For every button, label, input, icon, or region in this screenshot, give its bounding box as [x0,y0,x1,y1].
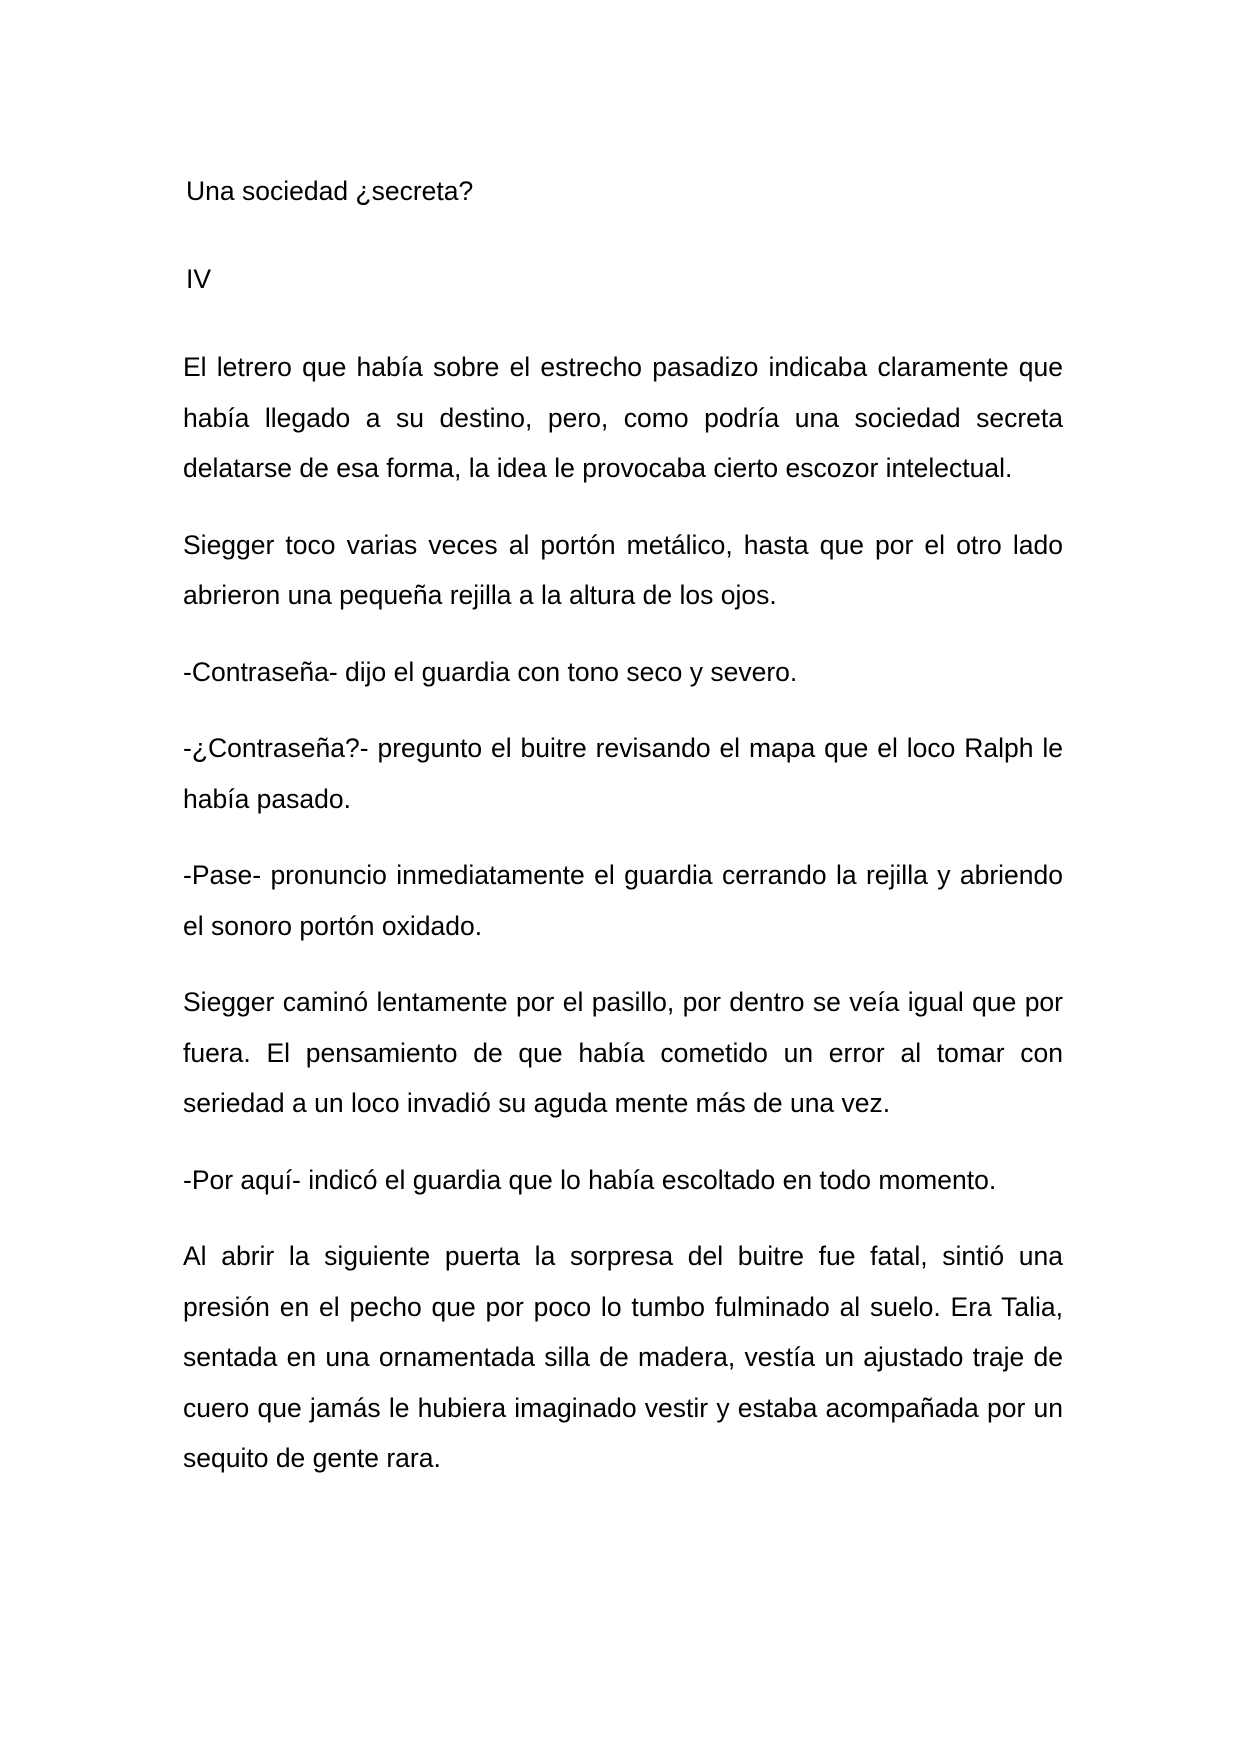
dialogue-paragraph: -Pase- pronuncio inmediatamente el guardia cerrando la rejilla y abriendo el sonoro portón oxidado. [183,860,1063,941]
paragraph: El letrero que había sobre el estrecho pasadizo indicaba claramente que había llegado a su destino, pero, como podría una sociedad secreta delatarse de esa forma, la idea le provocaba cierto escozor intelectual. [183,352,1063,483]
dialogue-paragraph: -¿Contraseña?- pregunto el buitre revisando el mapa que el loco Ralph le había pasado. [183,733,1063,814]
document-title: Una sociedad ¿secreta? [186,176,474,206]
dialogue-paragraph: -Por aquí- indicó el guardia que lo había escoltado en todo momento. [183,1164,997,1195]
chapter-number: IV [186,264,212,294]
text-column [183,166,1063,1510]
paragraph: Siegger toco varias veces al portón metálico, hasta que por el otro lado abrieron una pequeña rejilla a la altura de los ojos. [183,529,1063,610]
dialogue-paragraph: -Contraseña- dijo el guardia con tono seco y severo. [183,656,798,687]
paragraph: Al abrir la siguiente puerta la sorpresa del buitre fue fatal, sintió una presión en el pecho que por poco lo tumbo fulminado al suelo. Era Talia, sentada en una ornamentada silla de madera, vestía un ajustado traje de cuero que jamás le hubiera imaginado vestir y estaba acompañada por un sequito de gente rara. [183,1241,1063,1473]
paragraph: Siegger caminó lentamente por el pasillo, por dentro se veía igual que por fuera. El pensamiento de que había cometido un error al tomar con seriedad a un loco invadió su aguda mente más de una vez. [183,987,1063,1118]
